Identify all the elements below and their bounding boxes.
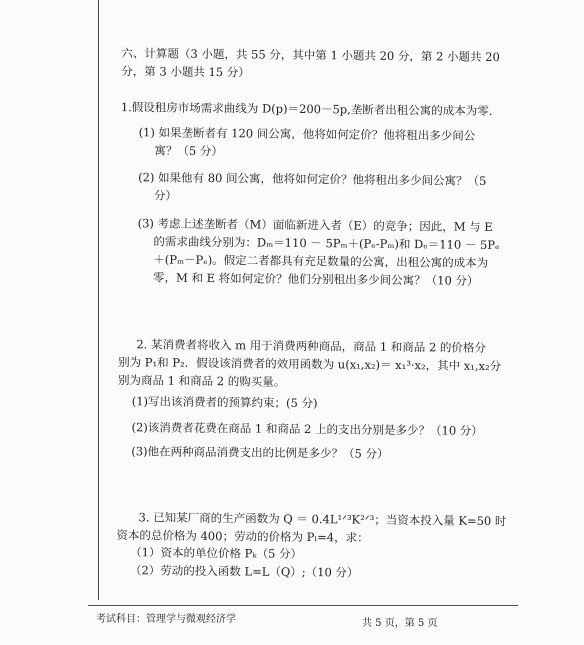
q2-stem-line3: 别为商品 1 和商品 2 的购买量。 <box>117 373 286 389</box>
q1-part3-line4: 零，M 和 E 将如何定价？他们分别租出多少间公寓？（10 分） <box>153 270 479 288</box>
exam-content <box>89 0 516 645</box>
q3-part2: （2）劳动的投入函数 L=L（Q）;（10 分） <box>129 563 359 580</box>
q1-stem: 1.假设租房市场需求曲线为 D(p)＝200－5p,垄断者出租公寓的成本为零. <box>120 100 493 118</box>
q1-part1-line1: (1) 如果垄断者有 120 间公寓，他将如何定价？他将租出多少间公 <box>138 125 476 143</box>
q1-part2-line2: 分） <box>153 188 178 203</box>
q1-part3-line1: (3) 考虑上述垄断者（M）面临新进入者（E）的竞争；因此，M 与 E <box>137 216 493 234</box>
q1-part3-line3: ＋(Pₘ－Pₑ)。假定二者都具有充足数量的公寓，出租公寓的成本为 <box>153 252 489 270</box>
section-heading-line2: 分，第 3 小题共 15 分） <box>121 64 250 80</box>
footer-page-number: 共 5 页，第 5 页 <box>362 618 438 629</box>
q2-stem-line2: 别为 P₁和 P₂．假设该消费者的效用函数为 u(x₁,x₂)＝ x₁³·x₂，其中 x₁,x₂分 <box>118 355 502 374</box>
footer-subject: 考试科目：管理学与微观经济学 <box>96 614 236 625</box>
q2-part2: (2)该消费者花费在商品 1 和商品 2 上的支出分别是多少？（10 分） <box>131 420 483 438</box>
footer-rule <box>88 605 518 606</box>
q3-stem-line1: 3. 已知某厂商的生产函数为 Q ＝ 0.4L¹ᐟ³K²ᐟ³；当资本投入量 K=50 时 <box>138 510 507 529</box>
q1-part1-line2: 寓？（5 分） <box>154 143 223 159</box>
q2-part1: (1)写出该消费者的预算约束；(5 分) <box>131 394 318 411</box>
q3-part1: （1）资本的单位价格 Pₖ（5 分） <box>130 545 303 561</box>
q1-part2-line1: (2) 如果他有 80 间公寓，他将如何定价？他将租出多少间公寓？（5 <box>138 170 487 188</box>
q2-stem-line1: 2. 某消费者将收入 m 用于消费两种商品，商品 1 和商品 2 的价格分 <box>136 337 487 355</box>
section-heading-line1: 六、计算题（3 小题，共 55 分，其中第 1 小题共 20 分，第 2 小题共 20 <box>121 46 500 65</box>
q1-part3-line2: 的需求曲线分别为：Dₘ＝110 － 5Pₘ＋(Pₑ-Pₘ)和 Dₑ＝110 － 5Pₑ <box>153 234 500 253</box>
q2-part3: (3)他在两种商品消费支出的比例是多少？（5 分） <box>131 444 389 461</box>
q3-stem-line2: 资本的总价格为 400；劳动的价格为 Pₗ=4，求： <box>116 528 369 545</box>
